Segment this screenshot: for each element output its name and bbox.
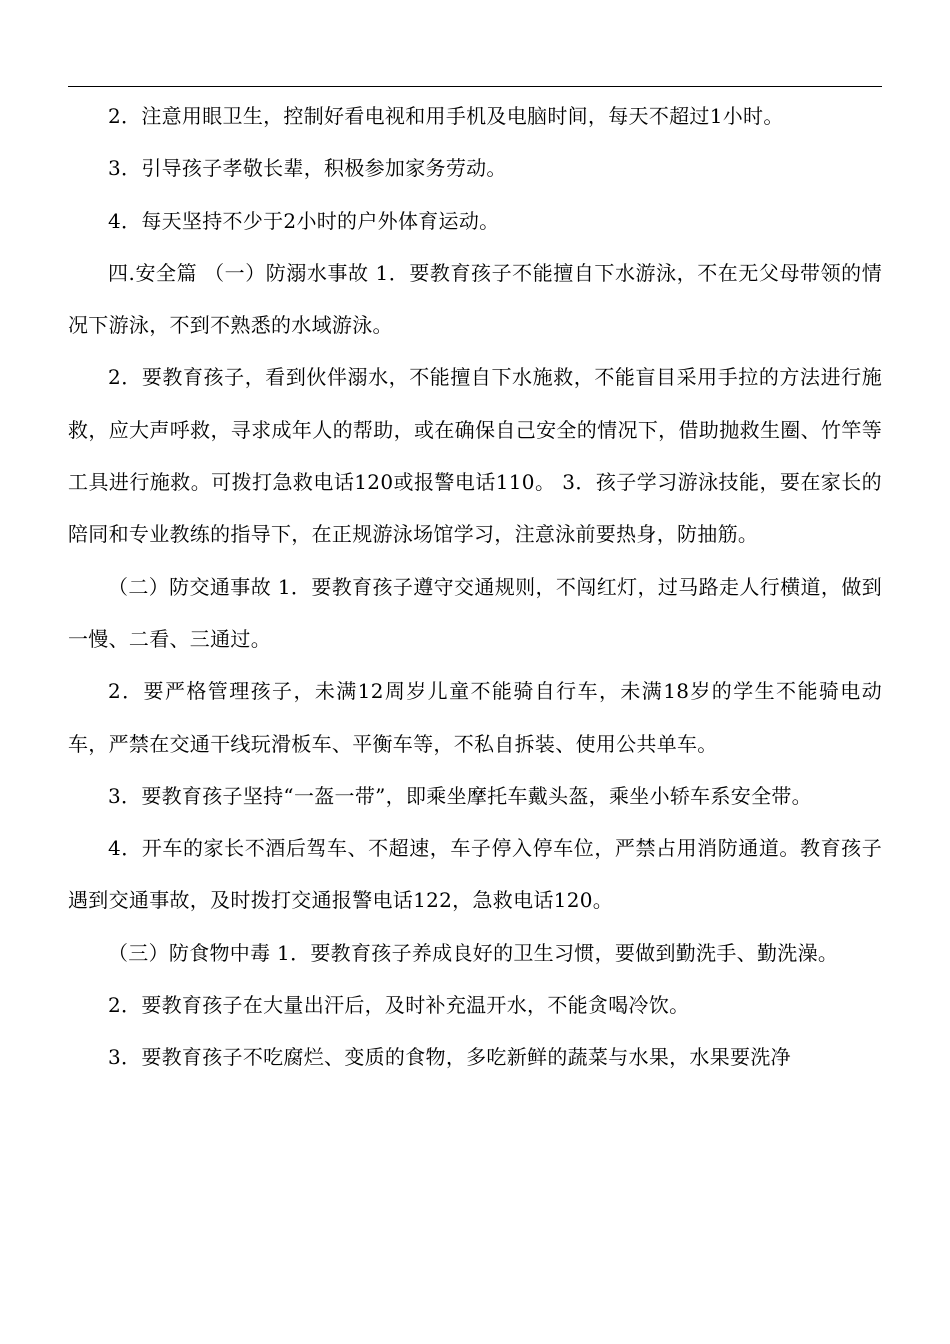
paragraph-cold-drinks: 2．要教育孩子在大量出汗后，及时补充温开水，不能贪喝冷饮。 [108,993,690,1018]
paragraph-respect-elders: 3．引导孩子孝敬长辈，积极参加家务劳动。 [108,156,507,181]
paragraph-helmet-belt: 3．要教育孩子坚持“一盔一带”，即乘坐摩托车戴头盔，乘坐小轿车系安全带。 [108,783,812,808]
header-rule [68,86,882,87]
paragraph-fresh-food: 3．要教育孩子不吃腐烂、变质的食物，多吃新鲜的蔬菜与水果，水果要洗净 [108,1045,791,1070]
paragraph-food-hygiene: （三）防食物中毒 1．要教育孩子养成良好的卫生习惯，要做到勤洗手、勤洗澡。 [108,940,839,965]
paragraph-drowning-prevention: 四.安全篇 （一）防溺水事故 1．要教育孩子不能擅自下水游泳，不在无父母带领的情况下游泳，不到不熟悉的水域游泳。 [68,260,882,338]
document-body [68,90,882,1084]
paragraph-traffic-rules: （二）防交通事故 1．要教育孩子遵守交通规则，不闯红灯，过马路走人行横道，做到一慢、二看、三通过。 [68,574,882,651]
paragraph-bicycle-age: 2．要严格管理孩子，未满12周岁儿童不能骑自行车，未满18岁的学生不能骑电动车，严禁在交通干线玩滑板车、平衡车等，不私自拆装、使用公共单车。 [68,679,882,756]
paragraph-driving-parents: 4．开车的家长不酒后驾车、不超速，车子停入停车位，严禁占用消防通道。教育孩子遇到交通事故，及时拨打交通报警电话122，急救电话120。 [68,836,882,913]
paragraph-outdoor-exercise: 4．每天坚持不少于2小时的户外体育运动。 [108,208,500,233]
paragraph-eye-hygiene: 2．注意用眼卫生，控制好看电视和用手机及电脑时间，每天不超过1小时。 [108,104,784,128]
paragraph-drowning-rescue: 2．要教育孩子，看到伙伴溺水，不能擅自下水施救，不能盲目采用手拉的方法进行施救，应大声呼救，寻求成年人的帮助，或在确保自己安全的情况下，借助抛救生圈、竹竿等工具进行施救。可拨打急救电话120或报警电话110。 3．孩子学习游泳技能，要在家长的陪同和专业教练的指导下，在正规游泳场馆学习，注意泳前要热身，防抽筋。 [68,365,882,547]
